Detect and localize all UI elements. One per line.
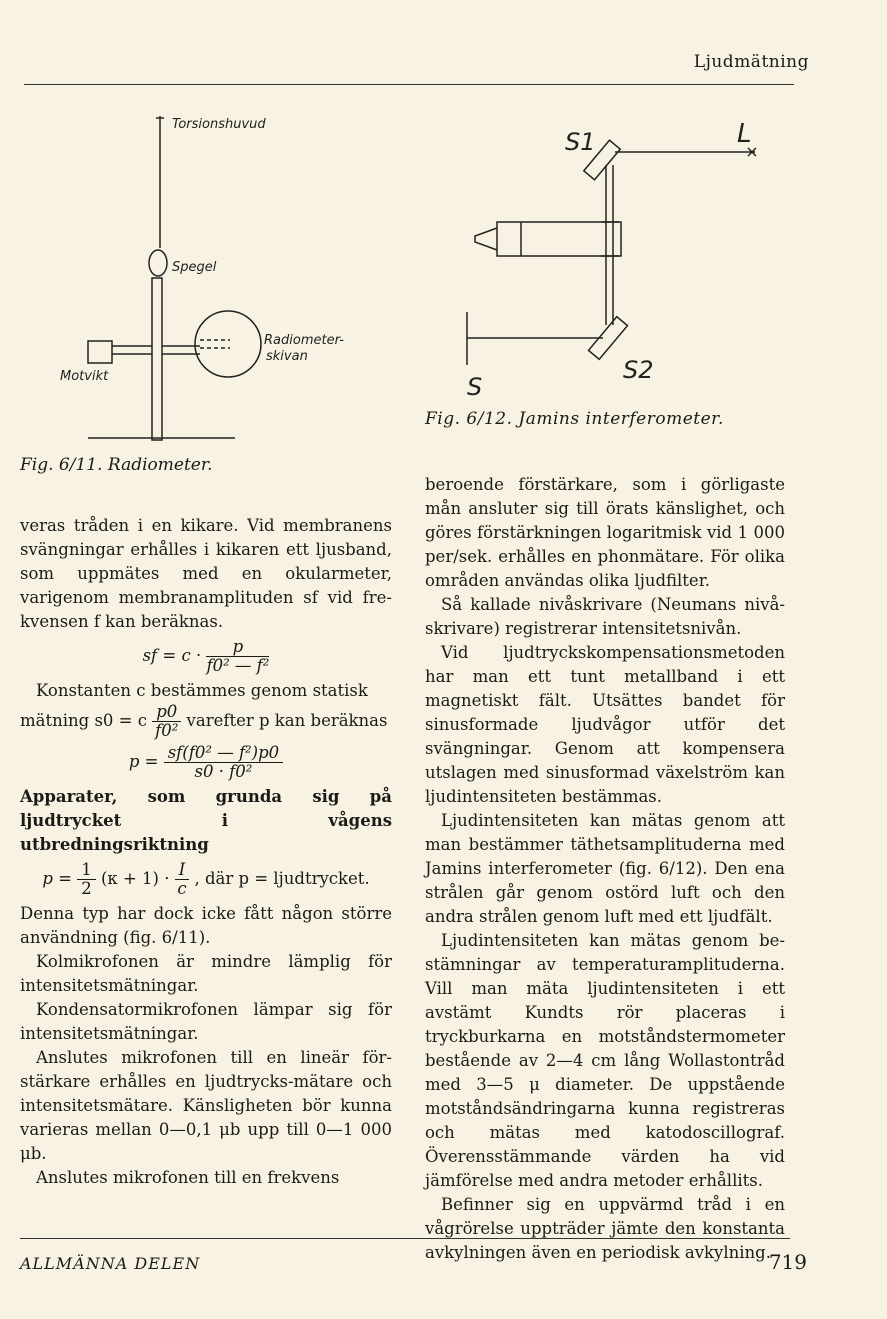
page-number: 719 bbox=[768, 1250, 807, 1274]
formula-pressure-den2: c bbox=[177, 879, 187, 898]
formula-pressure-num1: 1 bbox=[77, 861, 96, 880]
footer-section-title: ALLMÄNNA DELEN bbox=[20, 1254, 201, 1273]
left-paragraph-8: Anslutes mikrofonen till en frekvens bbox=[36, 1168, 340, 1187]
right-paragraph-1: beroende förstärkare, som i görligaste mån ansluter sig till örats känslighet, och göres förstärkningen logaritmisk vid 1 000 per/sek. erhålles en phonmätare. För olika områden användas olika ljudfilter. bbox=[425, 475, 785, 590]
formula-pressure-mid: (κ + 1) · bbox=[100, 869, 170, 888]
fig11-caption: Fig. 6/11. Radiometer. bbox=[20, 455, 213, 475]
right-paragraph-6: Befinner sig en uppvärmd tråd i en vågrörelse uppträder jämte den konstanta avkylningen även en periodisk avkylning. bbox=[425, 1195, 785, 1262]
left-column bbox=[20, 514, 392, 1190]
right-paragraph-2: Så kallade nivåskrivare (Neumans nivåskrivare) registrerar intensitetsnivån. bbox=[425, 595, 785, 638]
fig12-label-s: S bbox=[467, 373, 483, 400]
header-rule bbox=[24, 84, 794, 85]
section-heading: Apparater, som grunda sig på ljudtrycket i vågens utbredningsriktning bbox=[20, 787, 392, 854]
formula-p0-num: p0 bbox=[152, 703, 181, 722]
formula-sf bbox=[20, 638, 392, 675]
right-column bbox=[425, 473, 785, 1265]
fig12-label-l: L bbox=[737, 119, 752, 149]
formula-p-num: sf(f0² — f²)p0 bbox=[164, 744, 283, 763]
left-paragraph-2: Konstanten c bestämmes genom statisk bbox=[36, 681, 368, 700]
footer-rule bbox=[20, 1238, 790, 1239]
fig12-label-s1: S1 bbox=[565, 128, 596, 156]
figure-interferometer bbox=[455, 110, 785, 400]
right-paragraph-5: Ljudintensiteten kan mätas genom bestämningar av temperaturamplituderna. Vill man mäta ljudintensiteten i ett avstämt Kundts rör placeras i tryckburkarna en motståndstermometer bestående av 2—4 cm lång Wollastontråd med 3—5 μ diameter. De uppstående motståndsändringarna kunna registreras och mätas med katodoscillograf. Överensstämmande värden ha vid jämförelse med andra metoder erhållits. bbox=[425, 931, 785, 1190]
fig11-label-weight: Motvikt bbox=[60, 369, 109, 384]
formula-pressure-rhs: , där p = ljudtrycket. bbox=[194, 869, 370, 888]
fig11-label-torsion: Torsionshuvud bbox=[172, 117, 266, 132]
left-paragraph-1: veras tråden i en kikare. Vid membranens svängningar erhålles i kikaren ett ljusband, som uppmätes med en okularmeter, varigenom membranamplituden sf vid frekvensen f kan beräknas. bbox=[20, 516, 392, 631]
formula-p0-den: f0² bbox=[155, 721, 179, 740]
formula-sf-lhs: sf = c · bbox=[142, 646, 202, 665]
left-paragraph-3-b: varefter p kan beräknas bbox=[186, 711, 388, 730]
left-paragraph-6: Kondensatormikrofonen lämpar sig för intensitetsmätningar. bbox=[20, 1000, 392, 1043]
running-header: Ljudmätning bbox=[693, 52, 809, 72]
left-paragraph-3 bbox=[20, 703, 392, 740]
fig12-caption: Fig. 6/12. Jamins interferometer. bbox=[425, 409, 724, 429]
fig11-label-disc-1: Radiometer- bbox=[264, 333, 344, 348]
formula-sf-num: p bbox=[206, 638, 269, 657]
formula-pressure bbox=[20, 861, 392, 898]
fig12-label-s2: S2 bbox=[623, 356, 654, 384]
formula-pressure-lhs: p = bbox=[42, 869, 72, 888]
left-paragraph-5: Kolmikrofonen är mindre lämplig för intensitetsmätningar. bbox=[20, 952, 392, 995]
left-paragraph-3-a: mätning s0 = c bbox=[20, 711, 147, 730]
fig11-label-mirror: Spegel bbox=[172, 260, 217, 275]
fig11-label-disc-2: skivan bbox=[266, 349, 308, 364]
left-paragraph-4: Denna typ har dock icke fått någon större användning (fig. 6/11). bbox=[20, 904, 392, 947]
right-paragraph-3: Vid ljudtryckskompensationsmetoden har man ett tunt metallband i ett magnetiskt fält. Utsättes bandet för sinusformade ljudvågor utför det svängningar. Genom att kompensera utslagen med sinusformad växelström kan ljudintensiteten bestämmas. bbox=[425, 643, 785, 806]
left-paragraph-7: Anslutes mikrofonen till en lineär förstärkare erhålles en ljudtrycks-mätare och intensitetsmätare. Känsligheten bör kunna varieras mellan 0—0,1 μb upp till 0—1 000 μb. bbox=[20, 1048, 392, 1163]
figure-radiometer bbox=[60, 108, 360, 453]
formula-p bbox=[20, 744, 392, 781]
formula-p-den: s0 · f0² bbox=[194, 762, 253, 781]
formula-pressure-den1: 2 bbox=[81, 879, 92, 898]
formula-p-lhs: p = bbox=[128, 752, 159, 771]
formula-sf-den: f0² — f² bbox=[206, 656, 270, 675]
right-paragraph-4: Ljudintensiteten kan mätas genom att man bestämmer täthetsamplituderna med Jamins interferometer (fig. 6/12). Den ena strålen går genom ostörd luft och den andra strålen genom luft med ett ljudfält. bbox=[425, 811, 785, 926]
formula-pressure-num2: I bbox=[175, 861, 190, 880]
